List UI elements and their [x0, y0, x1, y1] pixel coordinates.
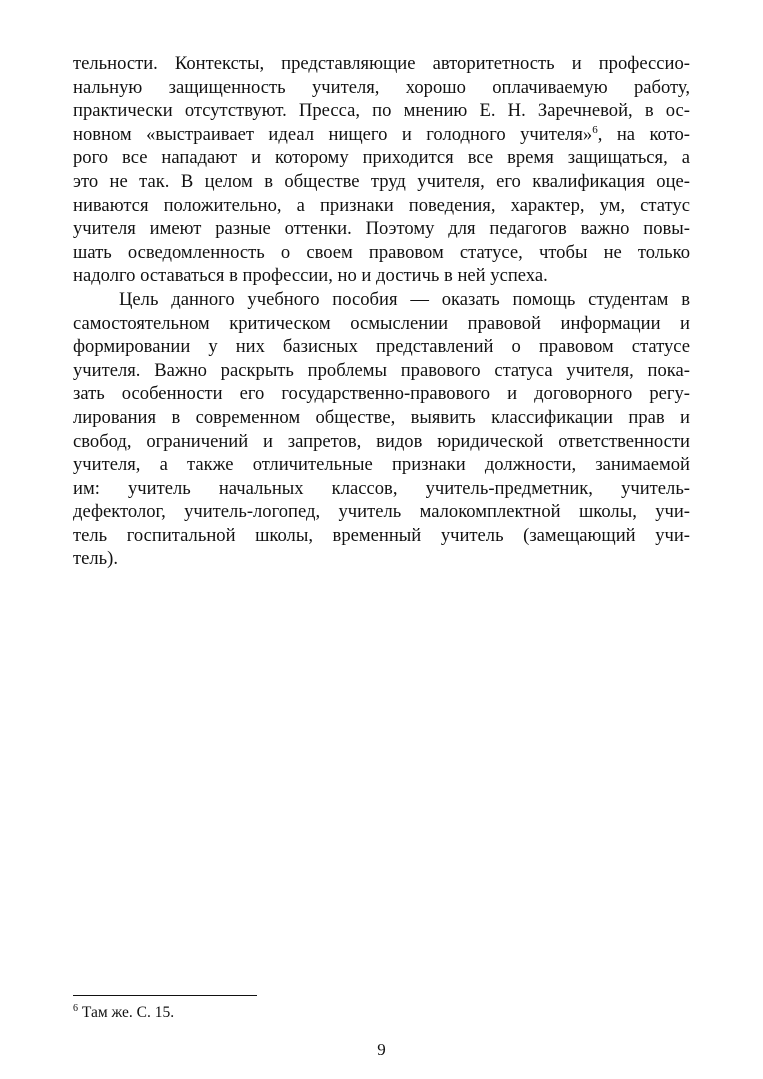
text-line: учителя имеют разные оттенки. Поэтому для педагогов важно повы- — [73, 218, 690, 240]
page-number: 9 — [377, 1040, 386, 1059]
text-line: Цель данного учебного пособия — оказать помощь студентам в — [119, 288, 690, 310]
paragraph-2 — [73, 288, 690, 571]
footnote-text: Там же. С. 15. — [78, 1004, 175, 1021]
text-line: зать особенности его государственно-правового и договорного регу- — [73, 383, 690, 405]
text-line: формировании у них базисных представлений о правовом статусе — [73, 336, 690, 358]
footnote — [73, 1003, 174, 1023]
text-line: самостоятельном критическом осмыслении правовой информации и — [73, 312, 690, 334]
page-body — [73, 52, 690, 571]
text-line: им: учитель начальных классов, учитель-предметник, учитель- — [73, 477, 690, 499]
paragraph-1 — [73, 52, 690, 288]
text-line: надолго оставаться в профессии, но и достичь в ней успеха. — [73, 265, 548, 287]
footnote-reference[interactable]: 6 — [592, 123, 598, 136]
text-line: учителя, а также отличительные признаки должности, занимаемой — [73, 454, 690, 476]
text-line: тель госпитальной школы, временный учитель (замещающий учи- — [73, 524, 690, 546]
footnote-separator — [73, 995, 257, 996]
footnote-number: 6 — [73, 1003, 78, 1014]
text-line: учителя. Важно раскрыть проблемы правового статуса учителя, пока- — [73, 359, 690, 381]
text-line: лирования в современном обществе, выявить классификации прав и — [73, 406, 690, 428]
text-line: шать осведомленность о своем правовом статусе, чтобы не только — [73, 241, 690, 263]
text-line: это не так. В целом в обществе труд учителя, его квалификация оце- — [73, 170, 690, 192]
text-line: тель). — [73, 548, 118, 570]
text-line-with-footnote-ref — [73, 123, 690, 147]
text-line: ниваются положительно, а признаки поведения, характер, ум, статус — [73, 194, 690, 216]
text-segment: , на кото- — [597, 123, 690, 145]
text-line: рого все нападают и которому приходится все время защищаться, а — [73, 147, 690, 169]
text-segment: новном «выстраивает идеал нищего и голодного учителя» — [73, 123, 593, 145]
text-line: свобод, ограничений и запретов, видов юридической ответственности — [73, 430, 690, 452]
text-line: тельности. Контексты, представляющие авторитетность и профессио- — [73, 53, 690, 74]
text-line: нальную защищенность учителя, хорошо оплачиваемую работу, — [73, 76, 690, 98]
text-line: практически отсутствуют. Пресса, по мнению Е. Н. Заречневой, в ос- — [73, 100, 690, 122]
text-line: дефектолог, учитель-логопед, учитель малокомплектной школы, учи- — [73, 501, 690, 523]
